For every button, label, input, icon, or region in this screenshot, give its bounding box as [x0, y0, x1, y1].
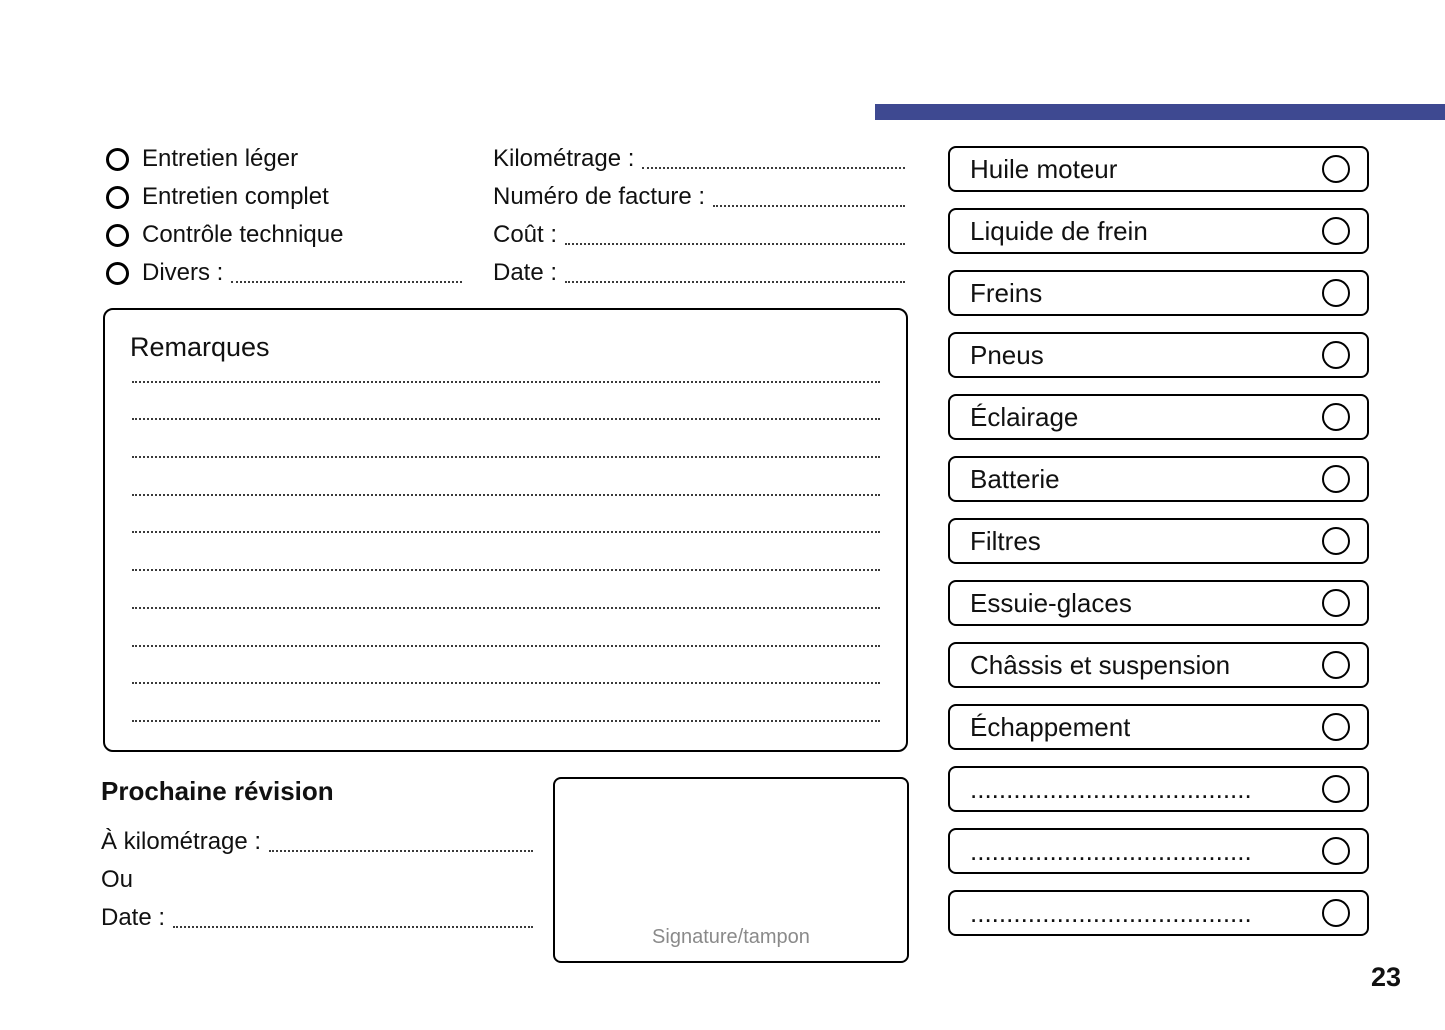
service-type-option-divers[interactable] [106, 254, 462, 292]
checklist-item-echappement [948, 704, 1369, 750]
check-circle-icon[interactable] [1322, 589, 1350, 617]
check-circle-icon[interactable] [1322, 837, 1350, 865]
checklist-item-label: Pneus [970, 339, 1044, 370]
checklist-item-pneus [948, 332, 1369, 378]
invoice-fields [493, 140, 905, 292]
check-circle-icon[interactable] [1322, 341, 1350, 369]
field-label: Numéro de facture : [493, 183, 706, 210]
remarks-title: Remarques [130, 332, 270, 362]
service-checklist [948, 146, 1369, 936]
cout-fill-in-line [565, 219, 905, 245]
radio-circle-icon[interactable] [106, 224, 129, 247]
checklist-item-blank-2 [948, 828, 1369, 874]
checklist-item-label: ....................................... [970, 835, 1252, 866]
checklist-item-essuie-glaces [948, 580, 1369, 626]
checklist-item-liquide-de-frein [948, 208, 1369, 254]
checklist-item-blank-3 [948, 890, 1369, 936]
remarks-dotted-line [132, 458, 880, 496]
checklist-item-label: Essuie-glaces [970, 587, 1132, 618]
next-service-ou [101, 861, 533, 899]
field-label: Ou [101, 866, 134, 893]
field-label: À kilométrage : [101, 828, 262, 855]
checklist-item-eclairage [948, 394, 1369, 440]
checklist-item-chassis-et-suspension [948, 642, 1369, 688]
remarks-lines [132, 345, 880, 722]
field-cout [493, 216, 905, 254]
field-date [493, 254, 905, 292]
next-kilometrage-fill-in-line [269, 826, 533, 852]
check-circle-icon[interactable] [1322, 279, 1350, 307]
next-date-fill-in-line [173, 902, 533, 928]
check-circle-icon[interactable] [1322, 899, 1350, 927]
service-type-label: Contrôle technique [142, 221, 344, 248]
remarks-dotted-line [132, 533, 880, 571]
checklist-item-filtres [948, 518, 1369, 564]
radio-circle-icon[interactable] [106, 186, 129, 209]
checklist-item-label: Liquide de frein [970, 215, 1148, 246]
check-circle-icon[interactable] [1322, 403, 1350, 431]
remarks-dotted-line [132, 609, 880, 647]
numero-facture-fill-in-line [713, 181, 905, 207]
signature-box [553, 777, 909, 963]
next-service-kilometrage [101, 823, 533, 861]
service-type-option-entretien-complet[interactable] [106, 178, 462, 216]
checklist-item-batterie [948, 456, 1369, 502]
radio-circle-icon[interactable] [106, 148, 129, 171]
service-type-label: Entretien complet [142, 183, 329, 210]
remarks-dotted-line [132, 420, 880, 458]
remarks-dotted-line [132, 345, 880, 383]
checklist-item-huile-moteur [948, 146, 1369, 192]
radio-circle-icon[interactable] [106, 262, 129, 285]
check-circle-icon[interactable] [1322, 217, 1350, 245]
remarks-dotted-line [132, 647, 880, 685]
remarks-dotted-line [132, 571, 880, 609]
field-kilometrage [493, 140, 905, 178]
checklist-item-label: Châssis et suspension [970, 649, 1231, 680]
checklist-item-label: Échappement [970, 711, 1131, 742]
service-type-options [106, 140, 462, 292]
page-number: 23 [1370, 962, 1401, 992]
field-numero-facture [493, 178, 905, 216]
check-circle-icon[interactable] [1322, 155, 1350, 183]
check-circle-icon[interactable] [1322, 465, 1350, 493]
next-service-date [101, 899, 533, 937]
field-label: Date : [493, 259, 558, 286]
remarks-box [103, 308, 908, 752]
checklist-item-label: ....................................... [970, 897, 1252, 928]
service-type-option-controle-technique[interactable] [106, 216, 462, 254]
field-label: Date : [101, 904, 166, 931]
service-type-option-entretien-leger[interactable] [106, 140, 462, 178]
check-circle-icon[interactable] [1322, 527, 1350, 555]
check-circle-icon[interactable] [1322, 775, 1350, 803]
kilometrage-fill-in-line [642, 143, 905, 169]
next-service-section [101, 776, 533, 937]
field-label: Kilométrage : [493, 145, 635, 172]
remarks-dotted-line [132, 496, 880, 534]
field-label: Coût : [493, 221, 558, 248]
checklist-item-label: Éclairage [970, 401, 1079, 432]
checklist-item-label: Batterie [970, 463, 1060, 494]
check-circle-icon[interactable] [1322, 651, 1350, 679]
signature-label: Signature/tampon [652, 926, 810, 948]
service-type-label: Divers : [142, 259, 224, 286]
divers-fill-in-line [231, 257, 462, 283]
checklist-item-label: Huile moteur [970, 153, 1118, 184]
service-type-label: Entretien léger [142, 145, 299, 172]
checklist-item-label: Filtres [970, 525, 1041, 556]
check-circle-icon[interactable] [1322, 713, 1350, 741]
checklist-item-label: ....................................... [970, 773, 1252, 804]
checklist-item-blank-1 [948, 766, 1369, 812]
next-service-title: Prochaine révision [101, 776, 334, 806]
checklist-item-freins [948, 270, 1369, 316]
date-fill-in-line [565, 257, 905, 283]
remarks-dotted-line [132, 383, 880, 421]
checklist-item-label: Freins [970, 277, 1043, 308]
remarks-dotted-line [132, 684, 880, 722]
accent-bar [875, 104, 1445, 120]
